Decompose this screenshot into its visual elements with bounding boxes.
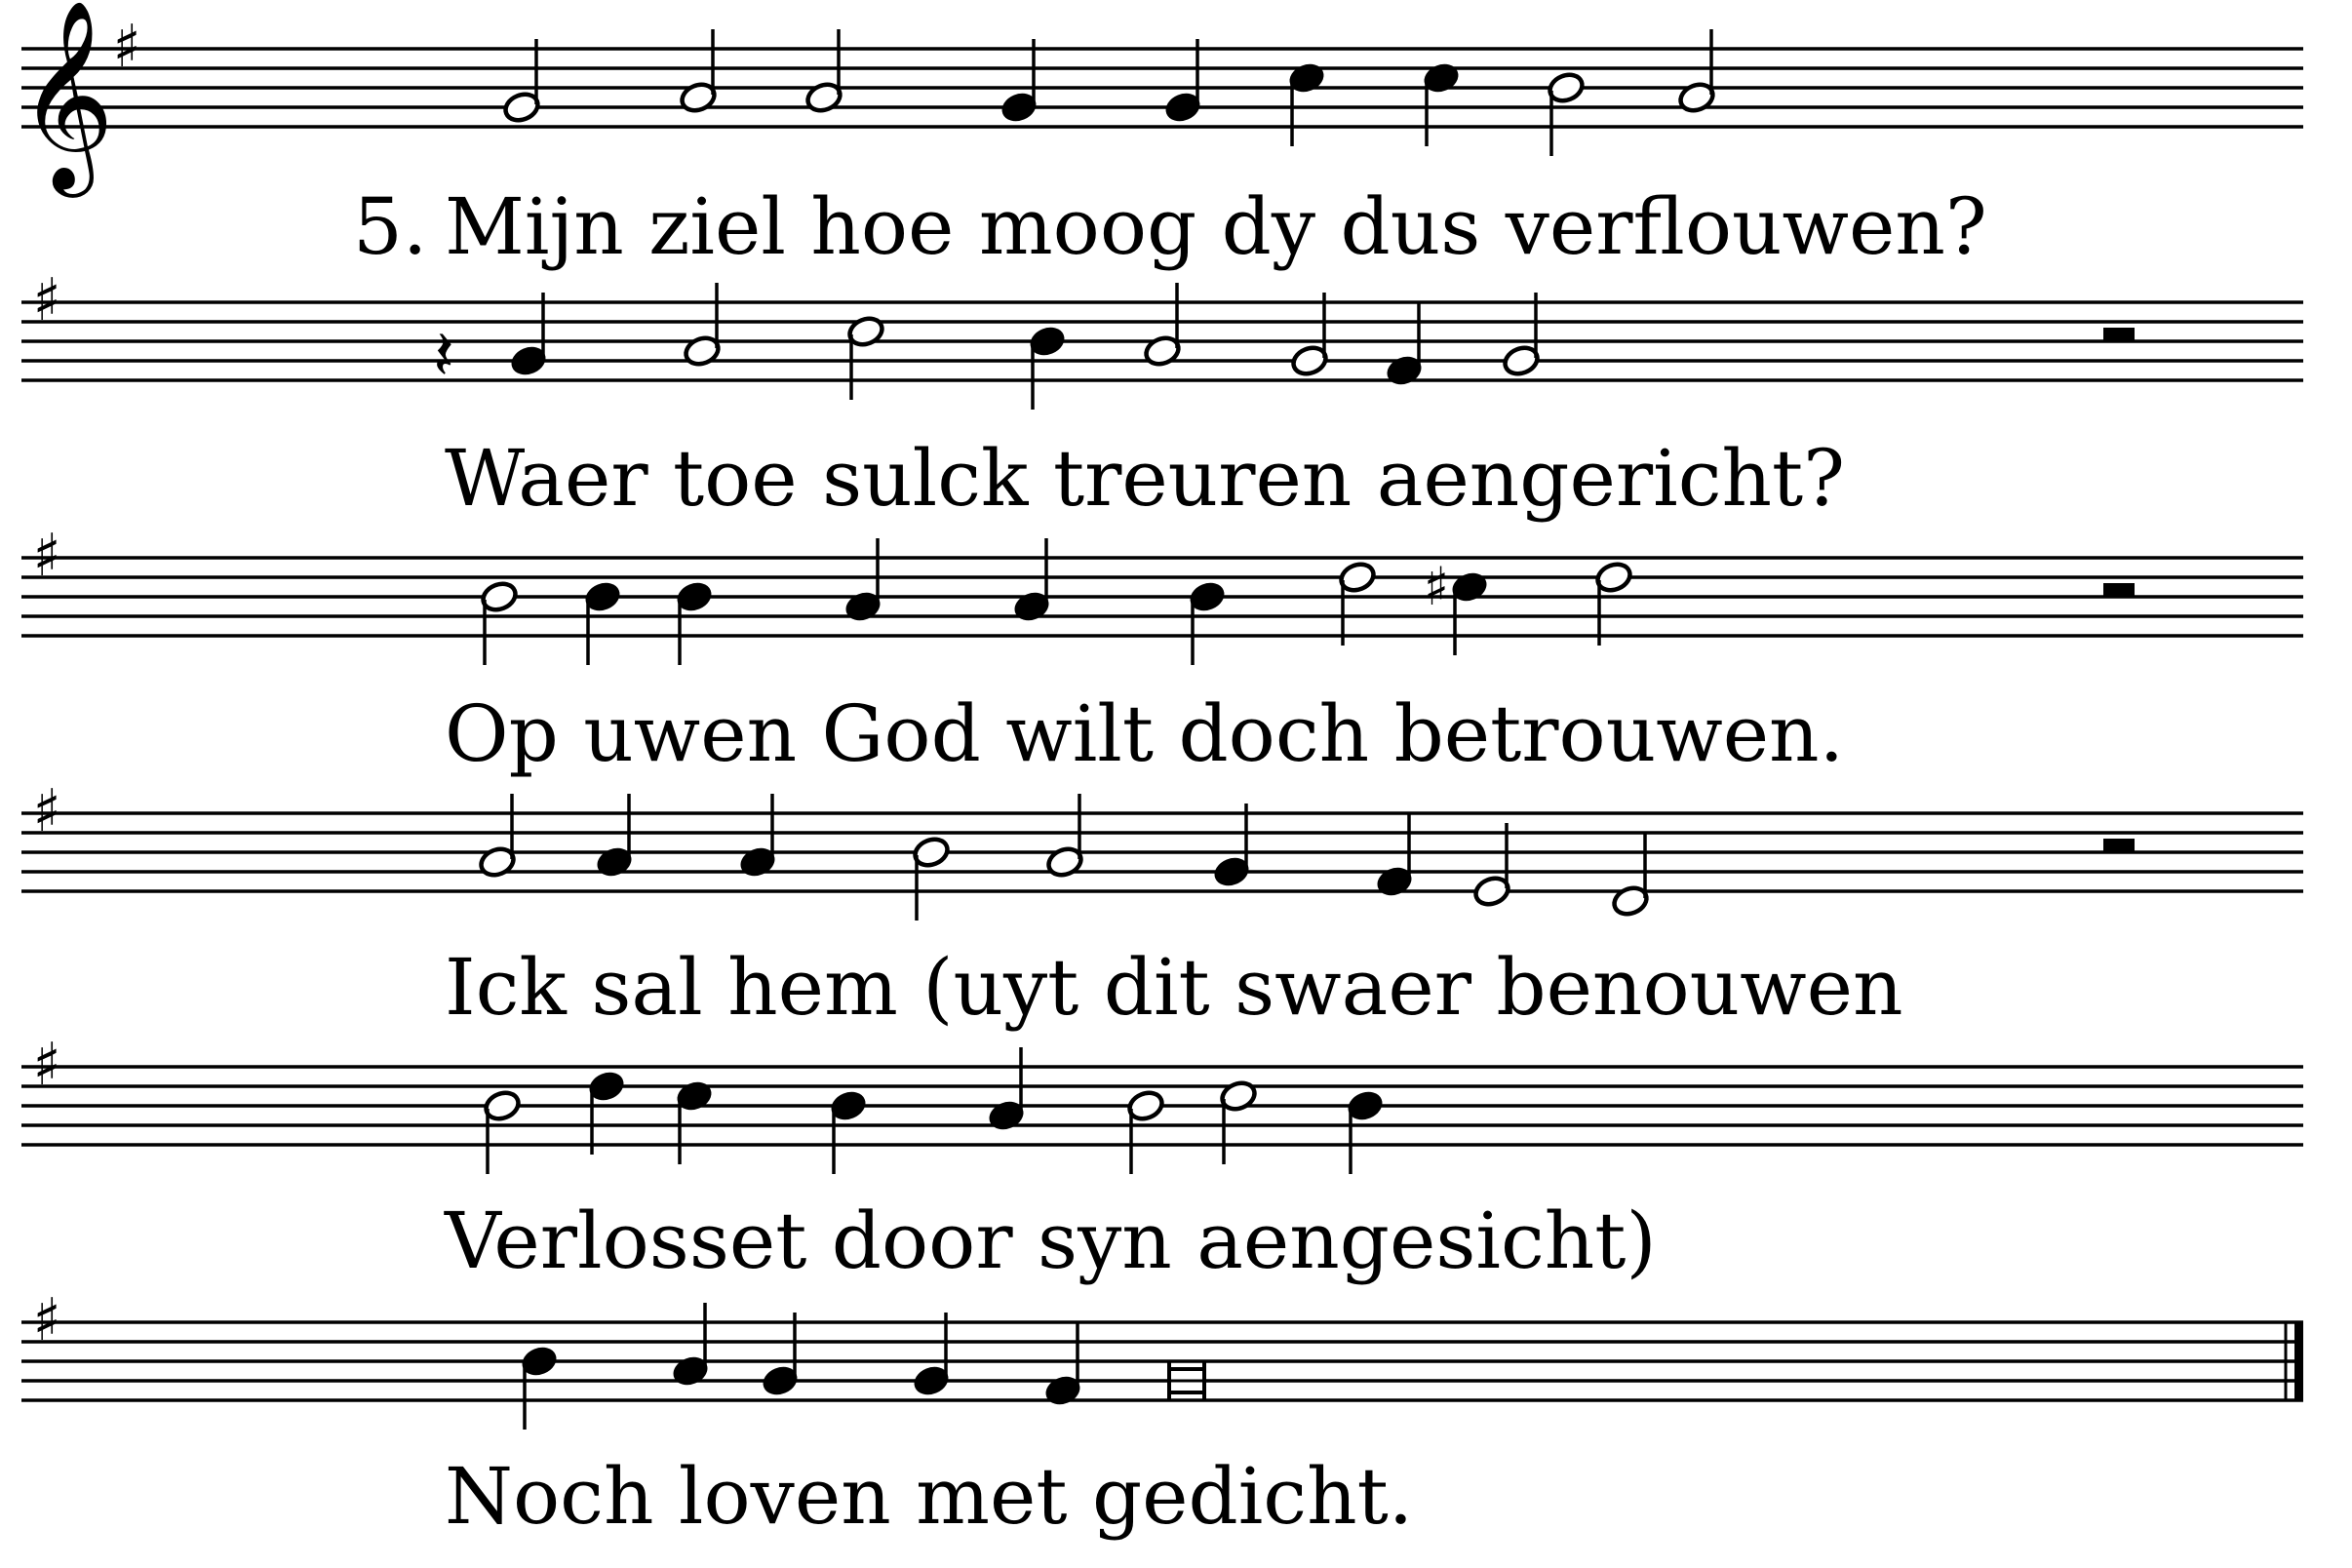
note bbox=[804, 29, 844, 115]
lyric-line: Noch loven met gedicht. bbox=[445, 1451, 1414, 1542]
system bbox=[21, 777, 2303, 1033]
note bbox=[987, 1047, 1027, 1133]
note bbox=[675, 1078, 715, 1164]
note bbox=[829, 1088, 869, 1174]
treble-clef-icon: 𝄞 bbox=[18, 0, 115, 189]
note bbox=[1287, 60, 1327, 146]
system bbox=[21, 522, 2303, 779]
verse-number: 5. bbox=[353, 181, 428, 272]
note bbox=[1219, 1078, 1259, 1164]
note bbox=[1424, 556, 1490, 655]
half-rest-icon bbox=[2103, 839, 2135, 852]
note bbox=[1594, 560, 1634, 646]
note bbox=[1188, 579, 1228, 665]
note bbox=[1043, 1322, 1083, 1408]
note bbox=[1502, 293, 1542, 378]
note bbox=[912, 835, 952, 921]
note bbox=[1163, 39, 1203, 125]
half-rest-icon bbox=[2103, 583, 2135, 597]
lyric-line: Op uwen God wilt doch betrouwen. bbox=[445, 688, 1844, 779]
key-signature-sharp-icon: ♯ bbox=[112, 13, 141, 81]
note bbox=[1126, 1088, 1166, 1174]
note bbox=[683, 283, 723, 369]
note bbox=[583, 579, 623, 665]
key-signature-sharp-icon: ♯ bbox=[32, 777, 61, 845]
note bbox=[761, 1313, 801, 1398]
note bbox=[1012, 538, 1052, 624]
barline-thick bbox=[2294, 1322, 2303, 1400]
note bbox=[1677, 29, 1717, 115]
note bbox=[502, 39, 542, 125]
lyric-line: Mijn ziel hoe moog dy dus verflouwen? bbox=[445, 181, 1987, 272]
quarter-rest-icon: 𝄽 bbox=[433, 315, 454, 395]
note bbox=[1212, 804, 1252, 889]
note bbox=[1346, 1088, 1386, 1174]
note bbox=[595, 794, 635, 880]
note bbox=[912, 1313, 952, 1398]
note bbox=[1028, 324, 1068, 410]
note bbox=[679, 29, 719, 115]
key-signature-sharp-icon: ♯ bbox=[32, 1286, 61, 1354]
note bbox=[846, 314, 886, 400]
note bbox=[1375, 813, 1415, 899]
note bbox=[675, 579, 715, 665]
note bbox=[587, 1069, 627, 1155]
note bbox=[1385, 302, 1425, 388]
system bbox=[21, 1031, 2303, 1286]
note bbox=[509, 293, 549, 378]
note bbox=[1290, 293, 1330, 378]
key-signature-sharp-icon: ♯ bbox=[32, 1031, 61, 1099]
note bbox=[520, 1344, 560, 1430]
note bbox=[1472, 823, 1512, 909]
note bbox=[1169, 1361, 1204, 1400]
system bbox=[21, 266, 2303, 524]
lyric-line: Ick sal hem (uyt dit swaer benouwen bbox=[445, 942, 1903, 1033]
lyric-line: Waer toe sulck treuren aengericht? bbox=[445, 433, 1846, 524]
note bbox=[671, 1303, 711, 1389]
note bbox=[483, 1088, 523, 1174]
note bbox=[1422, 60, 1462, 146]
note bbox=[478, 794, 518, 880]
key-signature-sharp-icon: ♯ bbox=[32, 266, 61, 334]
note bbox=[1000, 39, 1039, 125]
half-rest-icon bbox=[2103, 328, 2135, 341]
note bbox=[1143, 283, 1183, 369]
note bbox=[480, 579, 520, 665]
note bbox=[738, 794, 778, 880]
sharp-accidental-icon: ♯ bbox=[1423, 556, 1450, 617]
key-signature-sharp-icon: ♯ bbox=[32, 522, 61, 590]
note bbox=[1045, 794, 1085, 880]
note bbox=[1611, 833, 1651, 919]
note bbox=[1547, 70, 1587, 156]
note bbox=[843, 538, 883, 624]
system bbox=[21, 1286, 2303, 1542]
note bbox=[1338, 560, 1378, 646]
lyric-line: Verlosset door syn aengesicht) bbox=[445, 1196, 1657, 1286]
